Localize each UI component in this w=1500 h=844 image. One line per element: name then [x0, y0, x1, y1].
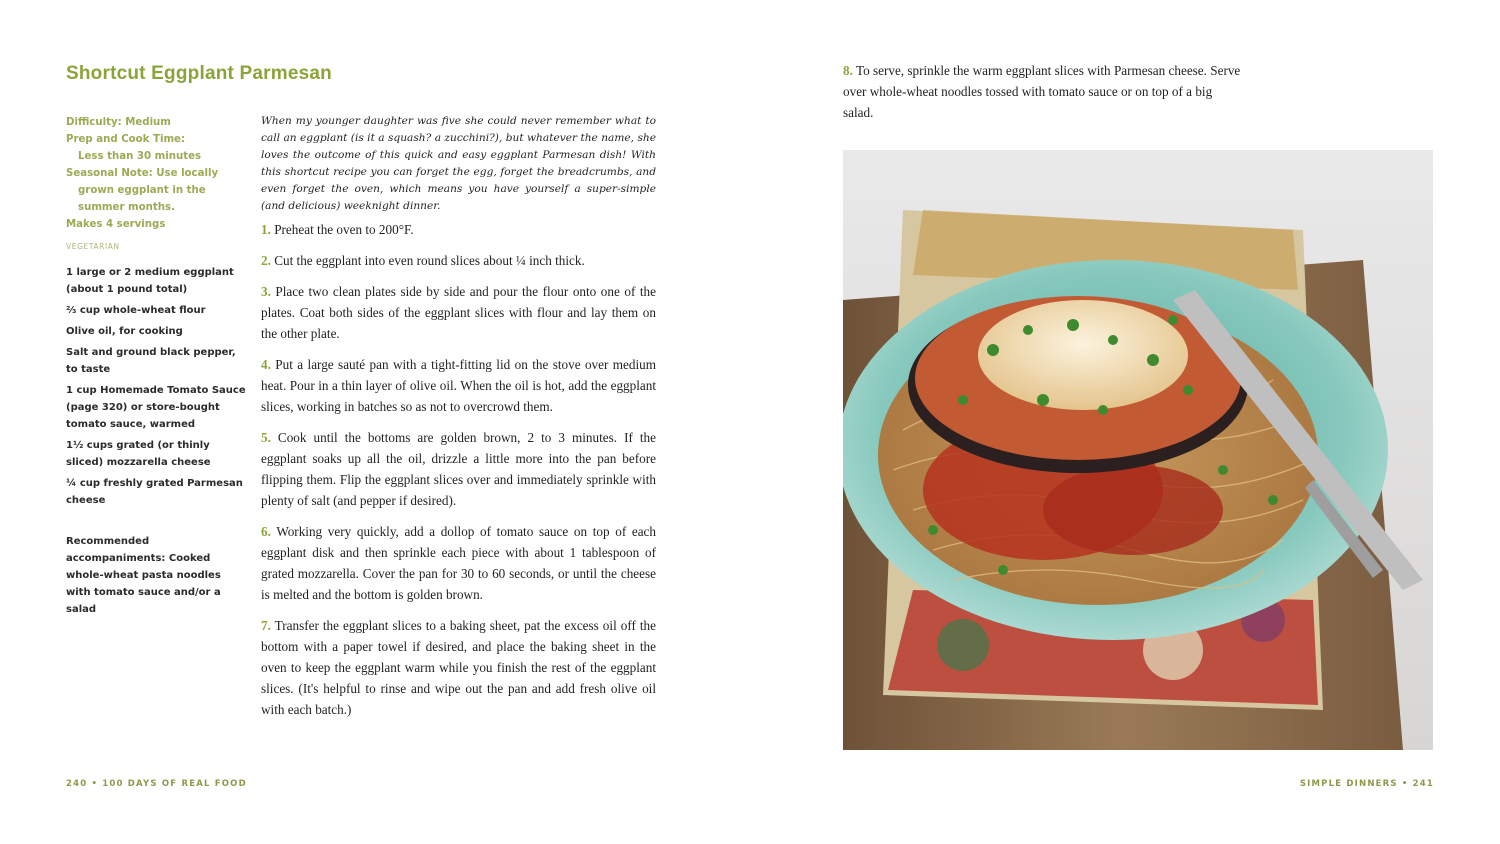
seasonal-value-2: summer months.	[78, 202, 175, 213]
step-item	[261, 521, 656, 605]
recipe-intro: When my younger daughter was five she could never remember what to call an eggplant (is it a squash? a zucchini?), but whatever the name, she loves the outcome of this quick and easy eggplant Parmesan dish! With this shortcut recipe you can forget the egg, forget the breadcrumbs, and even forget the oven, which means you have yourself a super-simple (and delicious) weeknight dinner.	[261, 115, 656, 212]
step-number: 4.	[261, 357, 271, 372]
dish-illustration	[843, 150, 1433, 750]
step-text: Transfer the eggplant slices to a baking sheet, pat the excess oil off the bottom with a paper towel if desired, and place the baking sheet in the oven to keep the eggplant warm while you finish the rest of the eggplant slices. (It's helpful to rinse and wipe out the pan and add fresh olive oil with each batch.)	[261, 618, 656, 717]
step-number: 2.	[261, 253, 271, 268]
step-number: 7.	[261, 618, 271, 633]
difficulty-line: Difficulty: Medium	[66, 117, 171, 128]
seasonal-label: Seasonal Note: Use locally	[66, 168, 219, 179]
recipe-meta	[66, 114, 241, 233]
step-item	[261, 281, 656, 344]
ingredient-item: ¼ cup freshly grated Parmesan cheese	[66, 478, 243, 506]
step-item	[261, 219, 656, 240]
step-number: 6.	[261, 524, 271, 539]
step-text: Cut the eggplant into even round slices about ¼ inch thick.	[274, 253, 585, 268]
step-number: 5.	[261, 430, 271, 445]
step-text: Place two clean plates side by side and pour the flour onto one of the plates. Coat both sides of the eggplant slices with flour and lay them on the other plate.	[261, 284, 656, 341]
step-item	[261, 250, 656, 271]
page-footer-right: SIMPLE DINNERS • 241	[1299, 779, 1434, 789]
step-number: 3.	[261, 284, 271, 299]
step-item	[261, 615, 656, 720]
step-text: Cook until the bottoms are golden brown, 2 to 3 minutes. If the eggplant soaks up all the oil, drizzle a little more into the pan before flipping them. Flip the eggplant slices over and immediately sprinkle with plenty of salt (and pepper if desired).	[261, 430, 656, 508]
ingredient-item: Salt and ground black pepper, to taste	[66, 347, 236, 375]
step-number: 8.	[843, 63, 853, 78]
servings-line: Makes 4 servings	[66, 219, 166, 230]
dish-photo	[843, 150, 1433, 750]
ingredient-item: Olive oil, for cooking	[66, 326, 183, 337]
melted-cheese	[978, 300, 1188, 410]
prep-value: Less than 30 minutes	[78, 151, 202, 162]
ingredient-list	[66, 264, 246, 513]
ingredient-item: 1 large or 2 medium eggplant (about 1 pound total)	[66, 267, 234, 295]
ingredient-item: 1 cup Homemade Tomato Sauce (page 320) or store-bought tomato sauce, warmed	[66, 385, 246, 430]
accompaniment-note: Recommended accompaniments: Cooked whole-wheat pasta noodles with tomato sauce and/or a salad	[66, 536, 221, 615]
page-footer-left: 240 • 100 DAYS OF REAL FOOD	[66, 779, 247, 789]
ingredient-item: 1½ cups grated (or thinly sliced) mozzarella cheese	[66, 440, 211, 468]
step-list	[261, 219, 656, 730]
recipe-title: Shortcut Eggplant Parmesan	[66, 63, 332, 84]
step-text: Preheat the oven to 200°F.	[274, 222, 414, 237]
step-number: 1.	[261, 222, 271, 237]
step-item	[843, 60, 1243, 123]
seasonal-value: grown eggplant in the	[78, 185, 206, 196]
step-item	[261, 427, 656, 511]
right-page	[750, 0, 1500, 844]
step-text: To serve, sprinkle the warm eggplant slices with Parmesan cheese. Serve over whole-wheat noodles tossed with tomato sauce or on top of a big salad.	[843, 63, 1241, 120]
prep-label: Prep and Cook Time:	[66, 134, 186, 145]
step-text: Put a large sauté pan with a tight-fitting lid on the stove over medium heat. Pour in a thin layer of olive oil. When the oil is hot, add the eggplant slices, working in batches so as not to overcrowd them.	[261, 357, 657, 414]
step-item	[261, 354, 656, 417]
ingredient-item: ⅔ cup whole-wheat flour	[66, 305, 206, 316]
step-text: Working very quickly, add a dollop of tomato sauce on top of each eggplant disk and then sprinkle each piece with about 1 tablespoon of grated mozzarella. Cover the pan for 30 to 60 seconds, or until the cheese is melted and the bottom is golden brown.	[261, 524, 657, 602]
vegetarian-tag: VEGETARIAN	[66, 242, 120, 251]
